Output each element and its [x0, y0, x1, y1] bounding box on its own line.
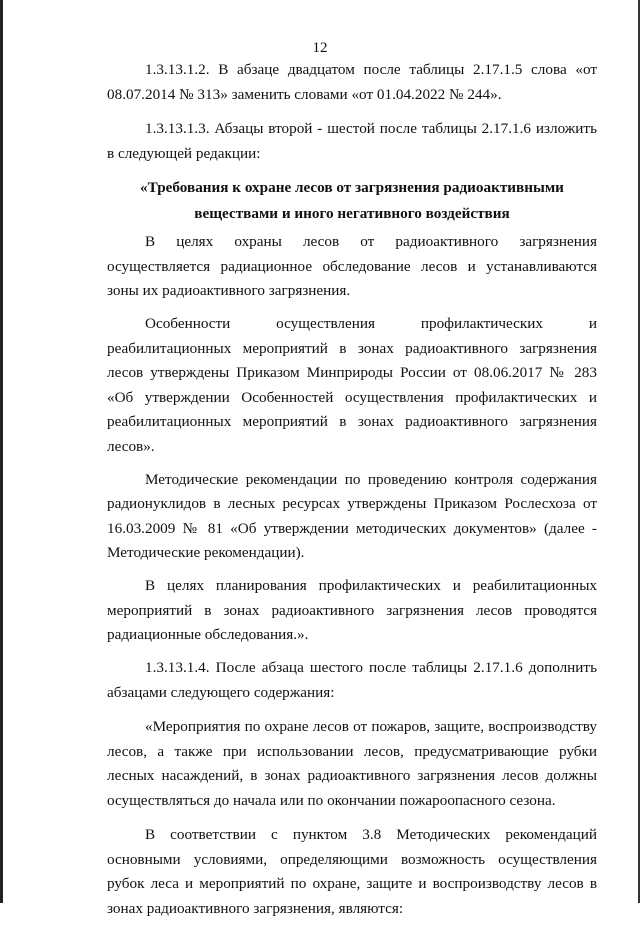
paragraph-radiation-survey: В целях охраны лесов от радиоактивного загрязнения осуществляется радиационное обследование лесов и устанавливаются зоны их радиоактивного загрязнения. [107, 233, 597, 299]
paragraph-methodical-recommendations: Методические рекомендации по проведению контроля содержания радионуклидов в лесных ресурсах утверждены Приказом Рослесхоза от 16.03.2009 № 81 «Об утверждении методических документов» (далее - Методические рекомендации). [107, 470, 597, 561]
section-heading-line-2: веществами и иного негативного воздействия [194, 204, 510, 222]
paragraph-amendment-1-3-13-1-2: 1.3.13.1.2. В абзаце двадцатом после таблицы 2.17.1.5 слова «от 08.07.2014 № 313» заменить словами «от 01.04.2022 № 244». [107, 61, 597, 103]
paragraph-fire-season-measures: «Мероприятия по охране лесов от пожаров, защите, воспроизводству лесов, а также при использовании лесов, предусматривающие рубки лесных насаждений, в зонах радиоактивного загрязнения лесов должны осуществляться до начала или по окончании пожароопасного сезона. [107, 718, 597, 809]
paragraph-planning-surveys: В целях планирования профилактических и реабилитационных мероприятий в зонах радиоактивного загрязнения лесов проводятся радиационные обследования.». [107, 577, 597, 643]
scan-edge-left [0, 0, 3, 903]
document-body [107, 58, 597, 930]
paragraph-amendment-1-3-13-1-4: 1.3.13.1.4. После абзаца шестого после таблицы 2.17.1.6 дополнить абзацами следующего содержания: [107, 659, 597, 701]
section-heading-line-1: «Требования к охране лесов от загрязнения радиоактивными [140, 179, 564, 196]
paragraph-prevention-measures: Особенности осуществления профилактических и реабилитационных мероприятий в зонах радиоактивного загрязнения лесов утверждены Приказом Минприроды России от 08.06.2017 № 283 «Об утверждении Особенностей осуществления профилактических и реабилитационных мероприятий в зонах радиоактивного загрязнения лесов». [107, 315, 597, 455]
page-number: 12 [312, 40, 328, 56]
paragraph-main-conditions: В соответствии с пунктом 3.8 Методических рекомендаций основными условиями, определяющими возможность осуществления рубок леса и мероприятий по охране, защите и воспроизводству лесов в зонах радиоактивного загрязнения, являются: [107, 826, 597, 917]
paragraph-amendment-1-3-13-1-3: 1.3.13.1.3. Абзацы второй - шестой после таблицы 2.17.1.6 изложить в следующей редакции: [107, 120, 597, 162]
